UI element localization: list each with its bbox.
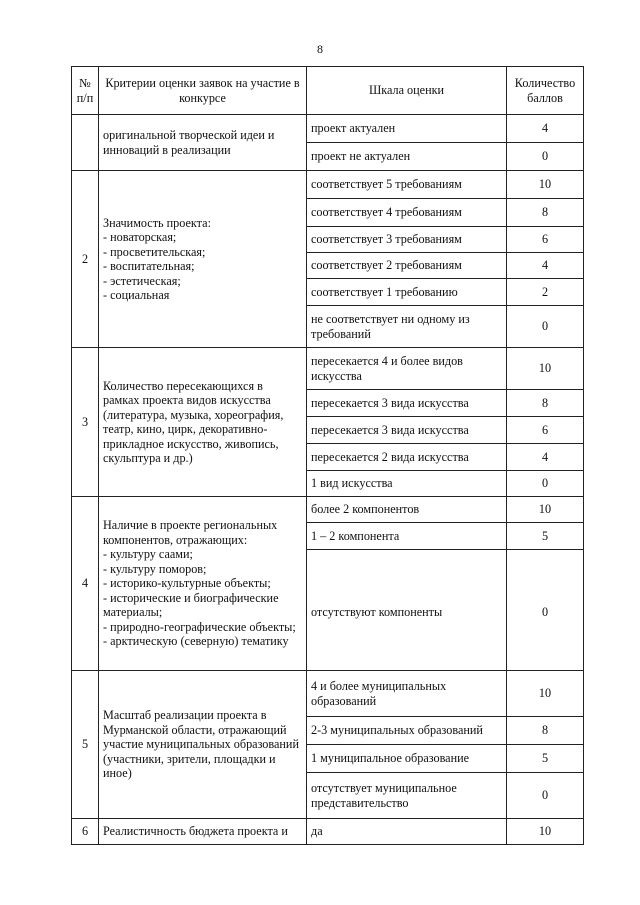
criterion-line: - просветительская; bbox=[103, 244, 206, 259]
scale-cell: соответствует 3 требованиям bbox=[307, 227, 507, 253]
scale-cell: соответствует 4 требованиям bbox=[307, 199, 507, 227]
points-cell: 4 bbox=[507, 253, 584, 279]
table-row bbox=[72, 115, 584, 143]
scale-cell: 1 – 2 компонента bbox=[307, 523, 507, 550]
criterion-line: Масштаб реализации проекта в Мурманской области, отражающий участие муниципальных образований (участники, зрители, площадки и иное) bbox=[103, 708, 299, 781]
row-number: 4 bbox=[72, 497, 99, 671]
scale-cell: соответствует 5 требованиям bbox=[307, 171, 507, 199]
points-cell: 10 bbox=[507, 671, 584, 717]
points-cell: 8 bbox=[507, 390, 584, 417]
points-cell: 0 bbox=[507, 306, 584, 348]
criterion-line: - эстетическая; bbox=[103, 273, 181, 288]
points-cell: 10 bbox=[507, 348, 584, 390]
points-cell: 8 bbox=[507, 199, 584, 227]
row-number: 6 bbox=[72, 819, 99, 845]
row-number bbox=[72, 115, 99, 171]
points-cell: 4 bbox=[507, 115, 584, 143]
header-criteria: Критерии оценки заявок на участие в конкурсе bbox=[99, 67, 307, 115]
table-row bbox=[72, 348, 584, 390]
scale-cell: пересекается 3 вида искусства bbox=[307, 417, 507, 444]
table-row bbox=[72, 671, 584, 717]
scale-cell: 4 и более муниципальных образований bbox=[307, 671, 507, 717]
scale-cell: пересекается 4 и более видов искусства bbox=[307, 348, 507, 390]
criterion-line: оригинальной творческой идеи и инноваций в реализации bbox=[103, 128, 275, 157]
points-cell: 10 bbox=[507, 497, 584, 523]
criterion-line: - новаторская; bbox=[103, 230, 177, 244]
criterion-line: - культуру поморов; bbox=[103, 561, 207, 576]
points-cell: 10 bbox=[507, 819, 584, 845]
scale-cell: пересекается 2 вида искусства bbox=[307, 444, 507, 471]
criterion-line: - природно-географические объекты; bbox=[103, 619, 296, 634]
criterion-line: - культуру саами; bbox=[103, 547, 193, 562]
scale-cell: соответствует 1 требованию bbox=[307, 279, 507, 306]
criterion-line: - историко-культурные объекты; bbox=[103, 576, 271, 591]
row-number: 2 bbox=[72, 171, 99, 348]
criterion-line: Наличие в проекте региональных компонентов, отражающих: bbox=[103, 518, 278, 547]
criterion-line: - исторические и биографические материалы; bbox=[103, 590, 279, 620]
criterion-cell bbox=[99, 348, 307, 497]
row-number: 3 bbox=[72, 348, 99, 497]
scale-cell: проект актуален bbox=[307, 115, 507, 143]
criterion-line: Значимость проекта: bbox=[103, 215, 211, 230]
points-cell: 6 bbox=[507, 227, 584, 253]
scale-cell: пересекается 3 вида искусства bbox=[307, 390, 507, 417]
criterion-cell bbox=[99, 115, 307, 171]
points-cell: 0 bbox=[507, 773, 584, 819]
points-cell: 5 bbox=[507, 745, 584, 773]
header-num: № п/п bbox=[72, 67, 99, 115]
row-number: 5 bbox=[72, 671, 99, 819]
criterion-cell bbox=[99, 671, 307, 819]
scale-cell: проект не актуален bbox=[307, 143, 507, 171]
scale-cell: да bbox=[307, 819, 507, 845]
points-cell: 6 bbox=[507, 417, 584, 444]
criterion-line: - социальная bbox=[103, 288, 170, 302]
points-cell: 0 bbox=[507, 471, 584, 497]
criterion-cell bbox=[99, 497, 307, 671]
scale-cell: более 2 компонентов bbox=[307, 497, 507, 523]
table-row bbox=[72, 171, 584, 199]
criterion-cell bbox=[99, 171, 307, 348]
points-cell: 0 bbox=[507, 550, 584, 671]
scale-cell: отсутствуют компоненты bbox=[307, 550, 507, 671]
points-cell: 4 bbox=[507, 444, 584, 471]
criteria-table bbox=[71, 66, 584, 845]
scale-cell: 1 вид искусства bbox=[307, 471, 507, 497]
header-points: Количество баллов bbox=[507, 67, 584, 115]
points-cell: 8 bbox=[507, 717, 584, 745]
points-cell: 2 bbox=[507, 279, 584, 306]
points-cell: 10 bbox=[507, 171, 584, 199]
criterion-line: - арктическую (северную) тематику bbox=[103, 634, 289, 649]
points-cell: 5 bbox=[507, 523, 584, 550]
criterion-line: - воспитательная; bbox=[103, 259, 195, 273]
criterion-line: Реалистичность бюджета проекта и bbox=[103, 824, 288, 839]
header-row bbox=[72, 67, 584, 115]
scale-cell: 2-3 муниципальных образований bbox=[307, 717, 507, 745]
table-row bbox=[72, 819, 584, 845]
header-scale: Шкала оценки bbox=[307, 67, 507, 115]
page-number: 8 bbox=[317, 42, 323, 56]
scale-cell: отсутствует муниципальное представительство bbox=[307, 773, 507, 819]
table-row bbox=[72, 497, 584, 523]
points-cell: 0 bbox=[507, 143, 584, 171]
criterion-cell bbox=[99, 819, 307, 845]
scale-cell: соответствует 2 требованиям bbox=[307, 253, 507, 279]
scale-cell: 1 муниципальное образование bbox=[307, 745, 507, 773]
criterion-line: Количество пересекающихся в рамках проекта видов искусства (литература, музыка, хореография, театр, кино, цирк, декоративно-прикладное искусство, живопись, скульптура и др.) bbox=[103, 378, 284, 465]
scale-cell: не соответствует ни одному из требований bbox=[307, 306, 507, 348]
